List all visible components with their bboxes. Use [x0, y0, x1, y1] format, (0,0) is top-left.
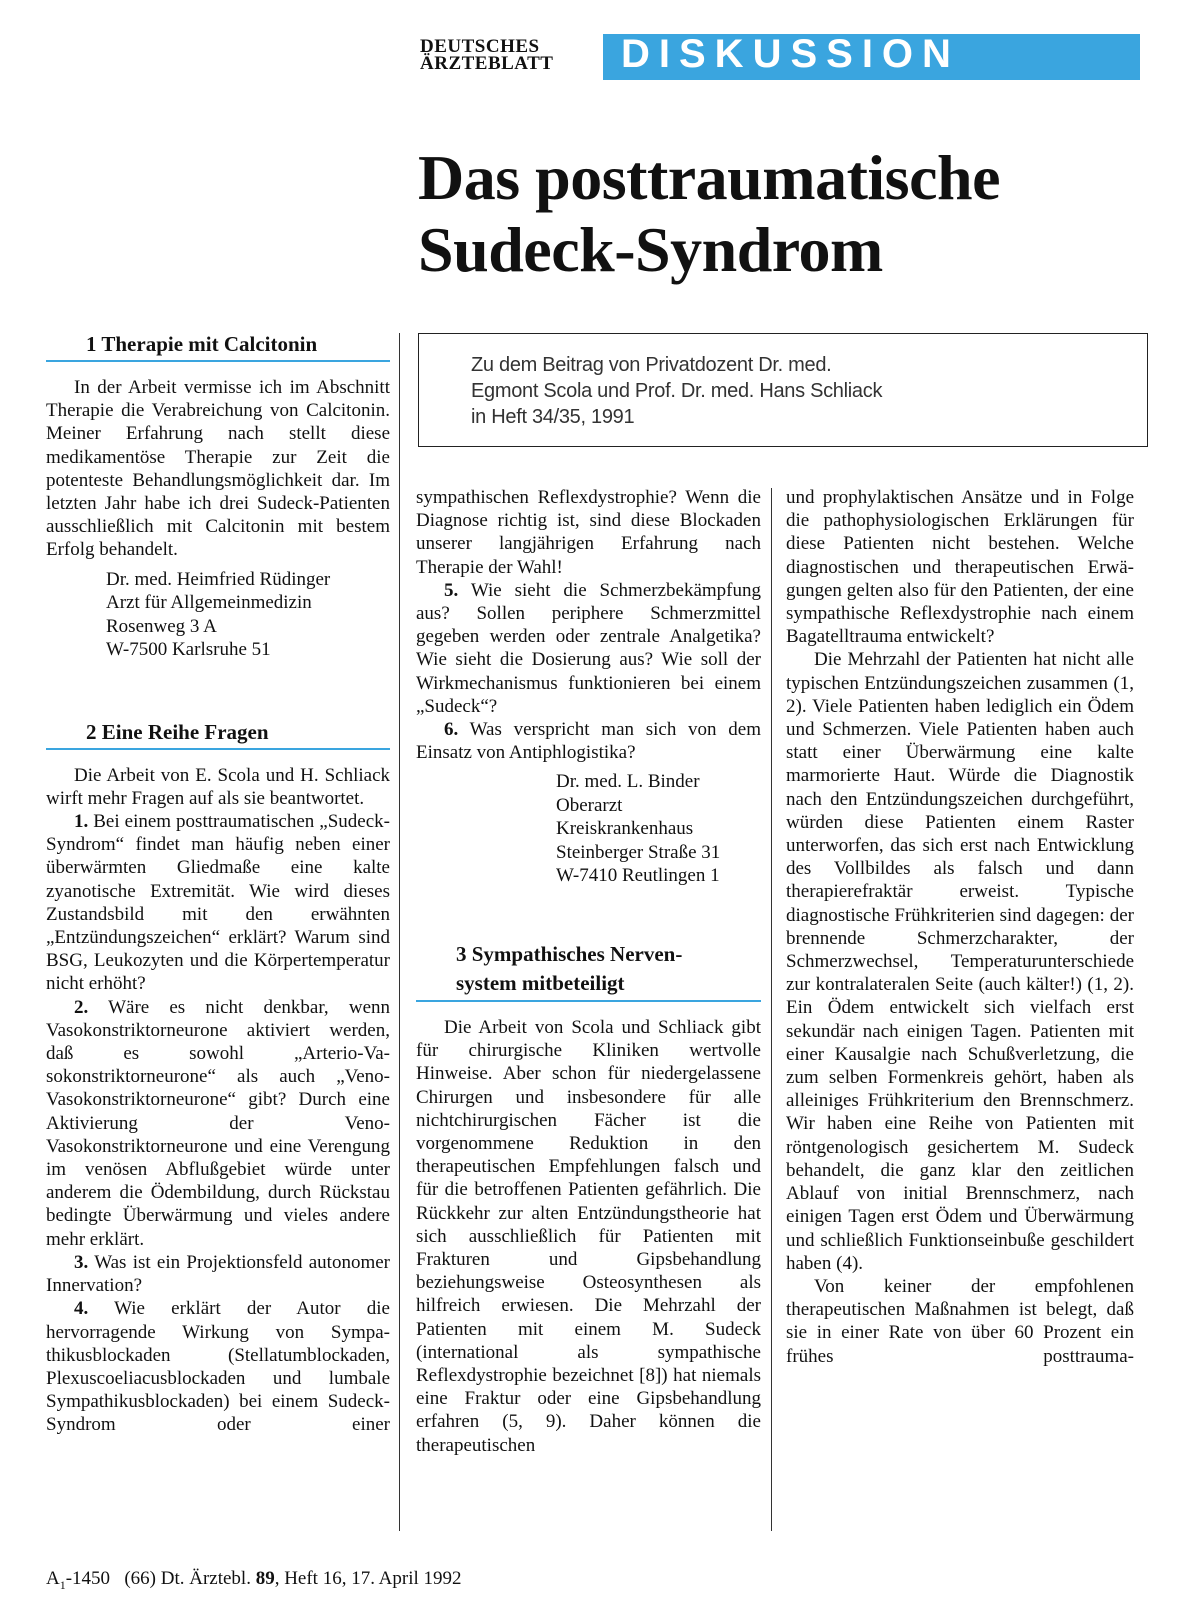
letter-3-paragraph-1-continued: und prophylaktischen Ansätze und in Folge die pathophysiologischen Erklärungen für diese Patienten nicht bestehen. Welche diagnostischen und therapeutischen Erwägungen gelten also für den Patienten, der eine sympathische Reflexdystrophie nach einem Bagatelltrauma entwickelt?: [786, 487, 1134, 648]
question-2: 2. Wäre es nicht denkbar, wenn Vasokonstriktorneurone aktiviert werden, daß es sowohl „Arterio-Vasokonstriktorneurone“ als auch „Veno-Vasokonstriktorneurone“ gibt? Durch eine Aktivierung der Veno-Vasokonstriktorneurone und eine Verengung im venösen Abflußgebiet würde unter anderem die Ödembildung, durch Rückstau bedingte Überwärmung und vieles andere mehr erklärt.: [46, 996, 390, 1250]
letter-1-heading: 1 Therapie mit Calcitonin: [46, 330, 390, 362]
section-label: DISKUSSION: [621, 32, 960, 76]
page-footer: $A_1-1450$ (66) Dt. Ärztebl. 89, Heft 16, 17. April 1992: [46, 1568, 462, 1592]
question-1: 1. Bei einem posttraumatischen „Sudeck-Syndrom“ findet man häufig neben einer überwärmten Gliedmaße eine kalte zyanotische Extremität. Wie wird dieses Zustandsbild mit den erwähnten „Entzündungszeichen“ erklärt? Warum sind BSG, Leukozyten und die Körpertemperatur nicht erhöht?: [46, 811, 390, 995]
letter-3-paragraph-3: Von keiner der empfohlenen therapeutischen Maßnahmen ist belegt, daß sie in einer Rate von über 60 Prozent ein frühes posttrauma-: [786, 1275, 1134, 1367]
masthead: [420, 34, 1140, 80]
column-2: [416, 486, 761, 1457]
letter-2-signature: Dr. med. L. Binder Oberarzt Kreiskrankenhaus Steinberger Straße 31 W-7410 Reutlingen 1: [556, 771, 721, 887]
reference-text: Zu dem Beitrag von Privatdozent Dr. med. Egmont Scola und Prof. Dr. med. Hans Schliack in Heft 34/35, 1991: [471, 354, 883, 428]
letter-2-intro: Die Arbeit von E. Scola und H. Schliack wirft mehr Fragen auf als sie beantwortet.: [46, 764, 390, 809]
column-divider: [771, 488, 772, 1531]
column-1: [46, 330, 390, 1437]
question-5: 5. Wie sieht die Schmerzbekämpfung aus? Sollen periphere Schmerzmittel gegeben werden oder zentrale Analgetika? Wie sieht die Dosierung aus? Wie soll der Wirkmechanismus funktionieren bei einem „Sudeck“?: [416, 579, 761, 717]
letter-3-heading: 3 Sympathisches Nerven- system mitbeteiligt: [416, 940, 761, 1002]
column-divider: [399, 333, 400, 1531]
letter-2-heading: 2 Eine Reihe Fragen: [46, 718, 390, 750]
question-6: 6. Was verspricht man sich von dem Einsatz von Antiphlogistika?: [416, 719, 761, 764]
letter-3-paragraph-1: Die Arbeit von Scola und Schliack gibt für chirurgische Kliniken wertvolle Hinweise. Aber schon für niedergelassene Chirurgen und insbesondere für alle nichtchirurgischen Fächer ist die vorgenommene Reduktion in den therapeutischen Empfehlungen falsch und für die betroffenen Patienten gefährlich. Die Rückkehr zur alten Entzündungstheorie hat sich ausschließlich für Patienten mit Frakturen und Gipsbehandlung beziehungsweise Osteosynthesen als hilfreich erwiesen. Die Mehrzahl der Patienten mit einem M. Sudeck (international als sympathische Reflexdystrophie bezeichnet [8]) hat niemals eine Fraktur oder eine Gipsbehandlung erfahren (5, 9). Daher können die therapeutischen: [416, 1016, 761, 1456]
reference-box: [418, 333, 1148, 447]
column-3: [786, 486, 1134, 1368]
page-code: A: [46, 1568, 60, 1589]
page-number: -1450: [65, 1568, 111, 1589]
volume-number: 89: [255, 1568, 275, 1589]
question-4-continued: sympathischen Reflexdystrophie? Wenn die Diagnose richtig ist, sind diese Blockaden unserer langjährigen Erfahrung nach Therapie der Wahl!: [416, 487, 761, 578]
letter-1-signature: Dr. med. Heimfried Rüdinger Arzt für Allgemeinmedizin Rosenweg 3 A W-7500 Karlsruhe 51: [106, 568, 331, 661]
section-banner: [603, 34, 1140, 80]
letter-1-body: In der Arbeit vermisse ich im Abschnitt Therapie die Verabreichung von Calcitonin. Meiner Erfahrung nach stellt diese medikamentöse Therapie zur Zeit die potenteste Behandlungsmöglichkeit dar. Im letzten Jahr habe ich drei Sudeck-Patienten ausschließlich mit Calcitonin mit bestem Erfolg behandelt.: [46, 377, 390, 561]
question-4: 4. Wie erklärt der Autor die hervorragende Wirkung von Sympathikusblockaden (Stellatumblockaden, Plexuscoeliacusblockaden und lumbale Sympathikusblockaden) bei einem Sudeck-Syndrom oder einer: [46, 1298, 390, 1436]
letter-3-paragraph-2: Die Mehrzahl der Patienten hat nicht alle typischen Entzündungszeichen zusammen (1, 2). Viele Patienten haben lediglich ein Ödem und Schmerzen. Viele Patienten haben auch statt einer Überwärmung eine kalte marmorierte Haut. Würde die Diagnostik nach den Entzündungszeichen durchgeführt, würden diese Patienten einem Raster unterworfen, das sich erst nach Entwicklung des Vollbildes als falsch und dann therapierefraktär erweist. Typische diagnostische Frühkriterien sind dagegen: der brennende Schmerzcharakter, der Schmerzwechsel, Temperaturunterschiede zur kontralateralen Seite (auch kälter!) (1, 2). Ein Ödem entwickelt sich vielfach erst sekundär nach einigen Tagen. Patienten mit einer Kausalgie nach Schußverletzung, die zum selben Formenkreis gehört, haben als alleiniges Frühkriterium den Brennschmerz. Wir haben eine Reihe von Patienten mit röntgenologisch gesichertem M. Sudeck behandelt, die ganz klar den zeitlichen Ablauf von initial Brennschmerz, nach einigen Tagen erst Ödem und Überwärmung und schließlich Funktionseinbuße geschildert haben (4).: [786, 649, 1134, 1274]
article-title: Das posttraumatische Sudeck-Syndrom: [418, 142, 1000, 285]
question-3: 3. Was ist ein Projektionsfeld autonomer Innervation?: [46, 1251, 390, 1297]
journal-logo: DEUTSCHES ÄRZTEBLATT: [420, 36, 554, 74]
